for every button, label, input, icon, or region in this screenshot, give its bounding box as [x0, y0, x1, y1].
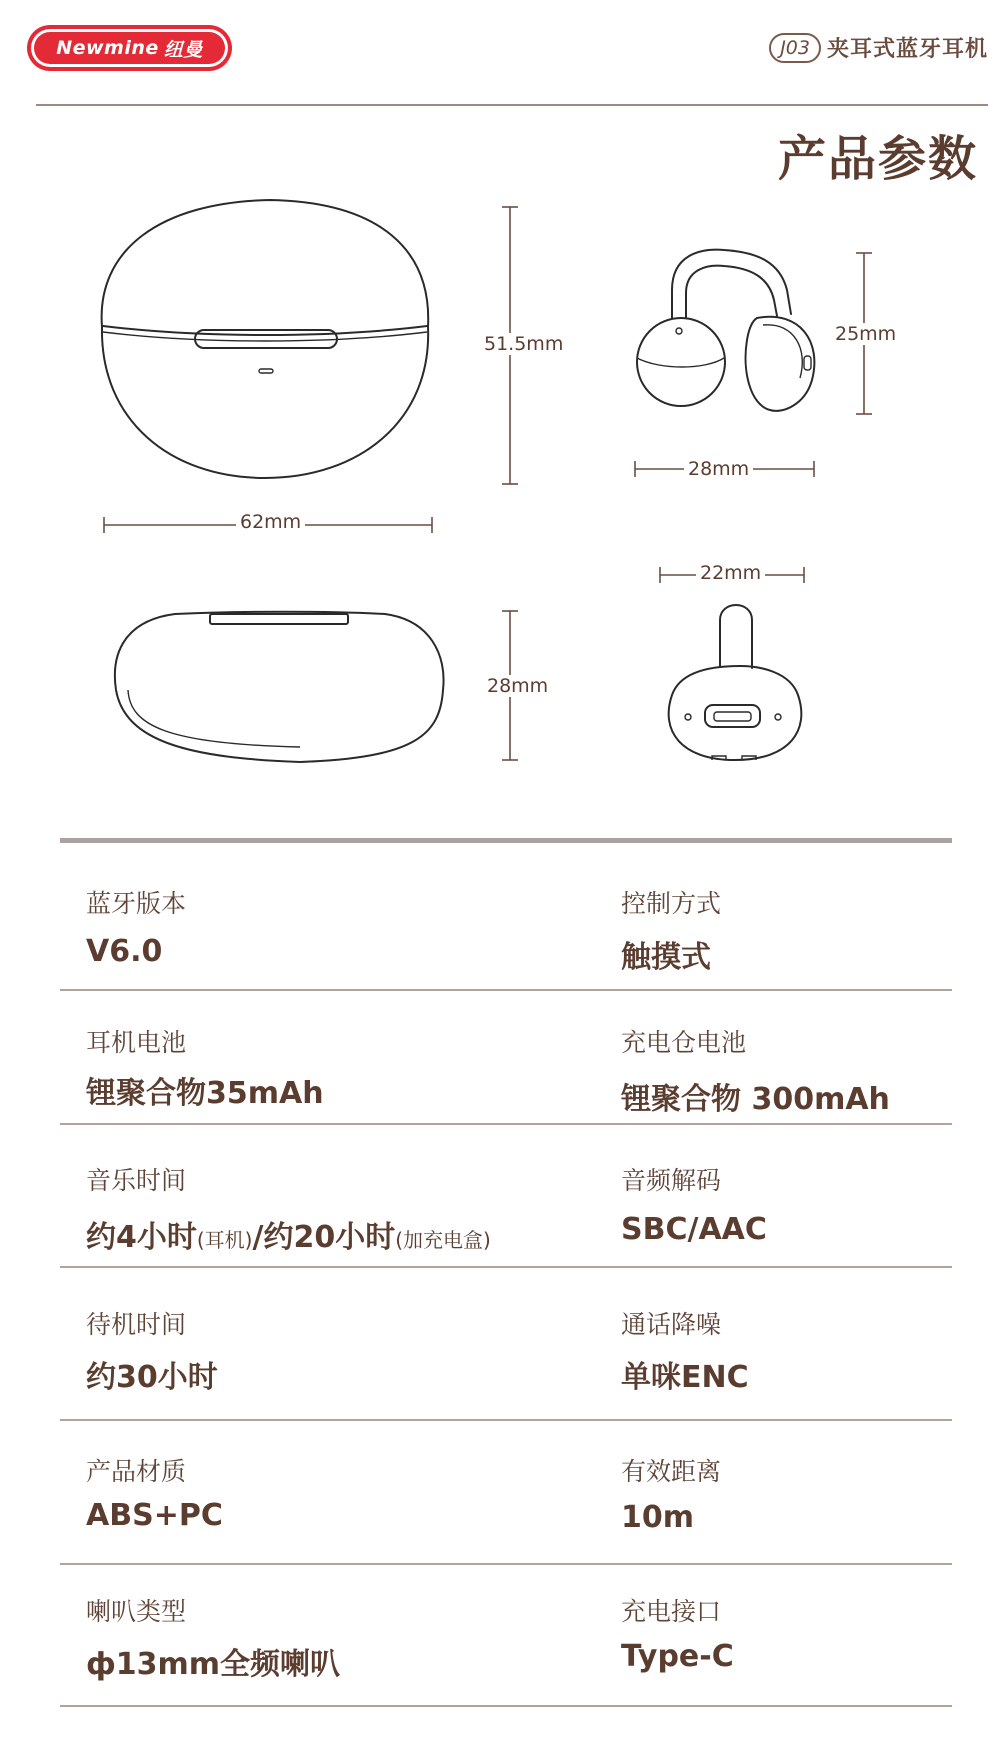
model-name: 夹耳式蓝牙耳机	[826, 37, 988, 62]
dim-label-earbud-depth: 22mm	[696, 562, 765, 584]
spec-label: 喇叭类型	[86, 1597, 187, 1626]
row-divider	[60, 989, 952, 991]
spec-label: 充电接口	[621, 1597, 722, 1626]
row-divider	[60, 1266, 952, 1268]
spec-label: 充电仓电池	[621, 1028, 747, 1057]
spec-value: 锂聚合物 300mAh	[621, 1082, 890, 1117]
earbud-side-drawing	[637, 250, 814, 411]
case-side-drawing	[115, 612, 444, 762]
spec-label: 有效距离	[621, 1457, 722, 1486]
spec-label: 控制方式	[621, 889, 722, 918]
spec-label: 耳机电池	[86, 1028, 187, 1057]
spec-value: 触摸式	[621, 940, 711, 975]
page-title: 产品参数	[777, 131, 978, 187]
spec-value-note: (加充电盒)	[395, 1228, 491, 1252]
spec-label: 蓝牙版本	[86, 889, 187, 918]
spec-value: Type-C	[621, 1639, 734, 1674]
case-front-drawing	[102, 200, 429, 478]
row-divider	[60, 1563, 952, 1565]
spec-value: ABS+PC	[86, 1498, 223, 1533]
dim-label-case-depth: 28mm	[483, 675, 552, 697]
logo-text-cn: 纽曼	[163, 38, 203, 61]
spec-value: 约30小时	[86, 1360, 218, 1395]
spec-value-part: /约20小时	[252, 1220, 396, 1255]
spec-value: 单咪ENC	[621, 1360, 749, 1395]
spec-value: ф13mm全频喇叭	[86, 1647, 341, 1682]
row-divider	[60, 1705, 952, 1707]
spec-value: 10m	[621, 1500, 695, 1535]
spec-value: SBC/AAC	[621, 1212, 767, 1247]
dim-label-case-height: 51.5mm	[480, 333, 567, 355]
spec-value: V6.0	[86, 934, 163, 969]
dim-label-earbud-height: 25mm	[831, 323, 900, 345]
spec-value-note: (耳机)	[196, 1228, 253, 1252]
spec-label: 待机时间	[86, 1310, 187, 1339]
spec-value-music-time	[86, 1212, 491, 1256]
spec-label: 音频解码	[621, 1166, 722, 1195]
model-code-badge: J03	[769, 33, 821, 63]
spec-value-part: 约4小时	[86, 1220, 197, 1255]
spec-label: 音乐时间	[86, 1166, 187, 1195]
spec-table-top-bar	[60, 838, 952, 843]
dim-label-earbud-width: 28mm	[684, 458, 753, 480]
earbud-front-drawing	[669, 605, 802, 760]
dim-label-case-width: 62mm	[236, 511, 305, 533]
row-divider	[60, 1419, 952, 1421]
spec-value: 锂聚合物35mAh	[86, 1076, 324, 1111]
spec-label: 通话降噪	[621, 1310, 722, 1339]
logo-text-en: Newmine	[56, 37, 159, 59]
row-divider	[60, 1123, 952, 1125]
spec-label: 产品材质	[86, 1457, 187, 1486]
product-drawings	[0, 0, 1000, 820]
